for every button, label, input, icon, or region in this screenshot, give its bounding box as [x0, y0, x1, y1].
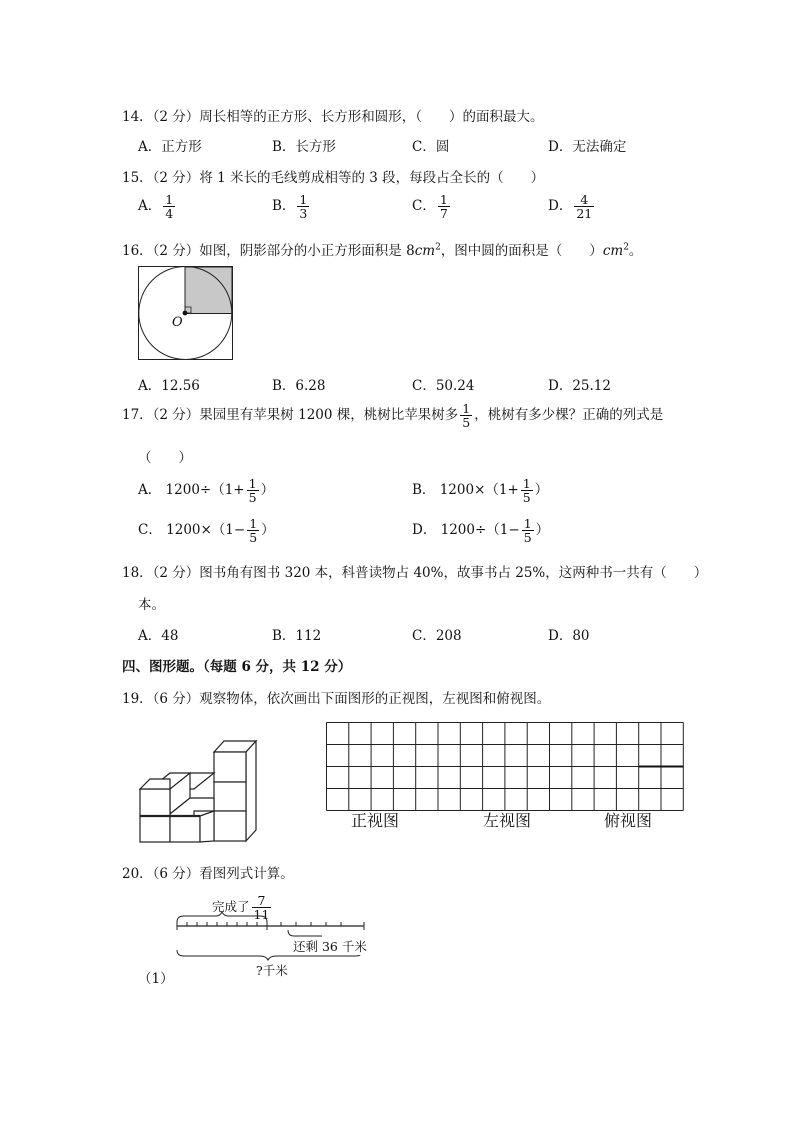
- cube-stack-figure: [136, 738, 262, 846]
- q14-stem: 14．（2 分）周长相等的正方形、长方形和圆形，（ ）的面积最大。: [122, 109, 544, 125]
- q15-option-b: B． $\frac{1}{3}$: [272, 192, 308, 222]
- q17-option-b: B． 1200×（1+ $\frac{1}{5}$ ）: [412, 476, 549, 506]
- q16-option-c: C．50.24: [412, 378, 475, 394]
- q20-stem: 20．（6 分）看图列式计算。: [122, 866, 294, 882]
- q14-option-b: B．长方形: [272, 139, 336, 155]
- shaded-small-square: [185, 267, 232, 314]
- total-label: ?千米: [256, 963, 288, 978]
- q16-option-d: D．25.12: [548, 378, 611, 394]
- completed-label: 完成了 $\frac{7}{11}$: [212, 893, 270, 923]
- q17-option-a: A． 1200÷（1+ $\frac{1}{5}$ ）: [138, 476, 275, 506]
- q15-option-d: D． $\frac{4}{21}$: [548, 192, 593, 222]
- q17-option-d: D． 1200÷（1− $\frac{1}{5}$ ）: [412, 516, 550, 546]
- remaining-label: 还剩 36 千米: [293, 939, 367, 954]
- q14-option-d: D．无法确定: [548, 139, 627, 155]
- drawing-grid: [326, 722, 684, 812]
- q17-stem: 17．（2 分）果园里有苹果树 1200 棵，桃树比苹果树多 $\frac{1}{5}$ ，桃树有多少棵？正确的列式是: [122, 401, 664, 431]
- section-heading: 四、图形题。（每题 6 分，共 12 分）: [122, 659, 352, 675]
- circle-square-figure: [138, 266, 234, 361]
- q18-option-a: A．48: [138, 628, 179, 644]
- q19-stem: 19．（6 分）观察物体，依次画出下面图形的正视图，左视图和俯视图。: [122, 691, 551, 707]
- q18-stem-cont: 本。: [138, 597, 165, 613]
- q16-option-b: B．6.28: [272, 378, 326, 394]
- q15-option-c: C． $\frac{1}{7}$: [412, 192, 448, 222]
- front-view-label: 正视图: [351, 811, 400, 830]
- q18-stem: 18．（2 分）图书角有图书 320 本，科普读物占 40%，故事书占 25%，这两种书一共有（ ）: [122, 565, 708, 581]
- left-view-label: 左视图: [483, 811, 532, 830]
- top-view-label: 俯视图: [604, 811, 653, 830]
- q17-option-c: C． 1200×（1− $\frac{1}{5}$ ）: [138, 516, 275, 546]
- q16-option-a: A．12.56: [138, 378, 200, 394]
- center-dot: [183, 311, 188, 316]
- q15-option-a: A． $\frac{1}{4}$: [138, 192, 174, 222]
- center-label: O: [172, 315, 183, 330]
- q16-stem: 16．（2 分）如图，阴影部分的小正方形面积是 $8cm^2$，图中圆的面积是（ ）$cm^2$。: [122, 242, 643, 259]
- q14-option-c: C．圆: [412, 139, 450, 155]
- q18-option-b: B．112: [272, 628, 322, 644]
- q18-option-c: C．208: [412, 628, 462, 644]
- q17-blank: （ ）: [138, 450, 192, 466]
- q14-option-a: A．正方形: [138, 139, 202, 155]
- q18-option-d: D．80: [548, 628, 590, 644]
- q15-stem: 15．（2 分）将 1 米长的毛线剪成相等的 3 段，每段占全长的（ ）: [122, 170, 545, 186]
- q20-part-1: （1）: [138, 971, 174, 987]
